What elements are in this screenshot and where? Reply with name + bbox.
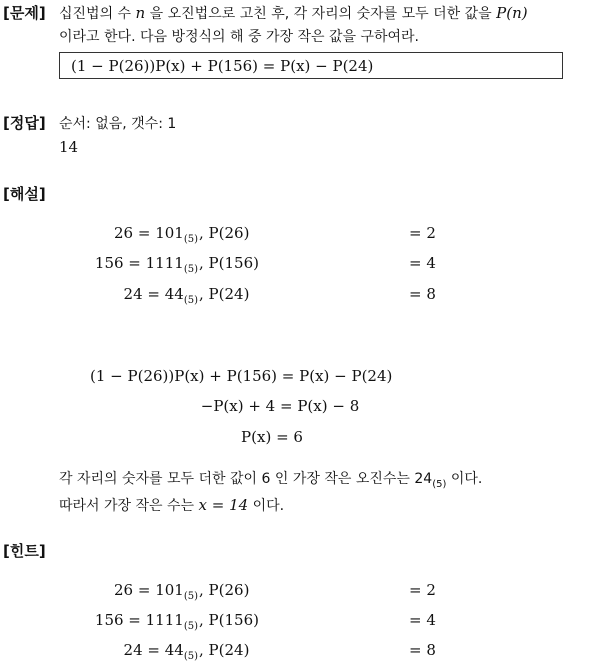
hint-label: [힌트] <box>3 542 46 560</box>
solution-label: [해설] <box>3 185 46 203</box>
problem-text: 을 오진법으로 고친 후, 각 자리의 숫자를 모두 더한 값을 <box>145 6 497 22</box>
problem-line-1 <box>59 3 528 23</box>
step-3: P(x) = 6 <box>241 428 303 446</box>
step-1: (1 − P(26))P(x) + P(156) = P(x) − P(24) <box>90 367 393 385</box>
solution-text-1: 각 자리의 숫자를 모두 더한 값이 6 인 가장 작은 오진수는 $24_{(5)}$ 이다. <box>59 471 483 490</box>
table-rhs: = 2 <box>409 581 436 599</box>
table-rhs: = 4 <box>409 611 436 629</box>
problem-equation: (1 − P(26))P(x) + P(156) = P(x) − P(24) <box>71 57 374 75</box>
solution-text-2: 따라서 가장 작은 수는 x = 14 이다. <box>59 496 285 514</box>
table-lhs: $26 = 101_{(5)}$ <box>114 224 198 245</box>
table-mid: , P(156) <box>199 611 259 629</box>
table-lhs: $156 = 1111_{(5)}$ <box>94 254 198 275</box>
table-lhs: $26 = 101_{(5)}$ <box>114 581 198 602</box>
table-mid: , P(26) <box>199 224 250 242</box>
table-mid: , P(156) <box>199 254 259 272</box>
table-lhs: $156 = 1111_{(5)}$ <box>94 611 198 632</box>
table-rhs: = 2 <box>409 224 436 242</box>
answer-meta: 순서: 없음, 갯수: 1 <box>59 116 177 132</box>
table-mid: , P(24) <box>199 641 250 659</box>
table-rhs: = 8 <box>409 285 436 303</box>
table-rhs: = 4 <box>409 254 436 272</box>
problem-line-2: 이라고 한다. 다음 방정식의 해 중 가장 작은 값을 구하여라. <box>59 29 420 45</box>
table-lhs: $24 = 44_{(5)}$ <box>123 641 198 662</box>
table-rhs: = 8 <box>409 641 436 659</box>
step-2: −P(x) + 4 = P(x) − 8 <box>200 397 360 415</box>
answer-value: 14 <box>59 138 79 156</box>
answer-label: [정답] <box>3 114 46 132</box>
problem-text: 십진법의 수 <box>59 6 136 22</box>
table-mid: , P(24) <box>199 285 250 303</box>
problem-label: [문제] <box>3 4 46 22</box>
table-mid: , P(26) <box>199 581 250 599</box>
function-pn: P(n) <box>496 4 528 22</box>
variable-n: n <box>135 4 146 22</box>
table-lhs: $24 = 44_{(5)}$ <box>123 285 198 306</box>
